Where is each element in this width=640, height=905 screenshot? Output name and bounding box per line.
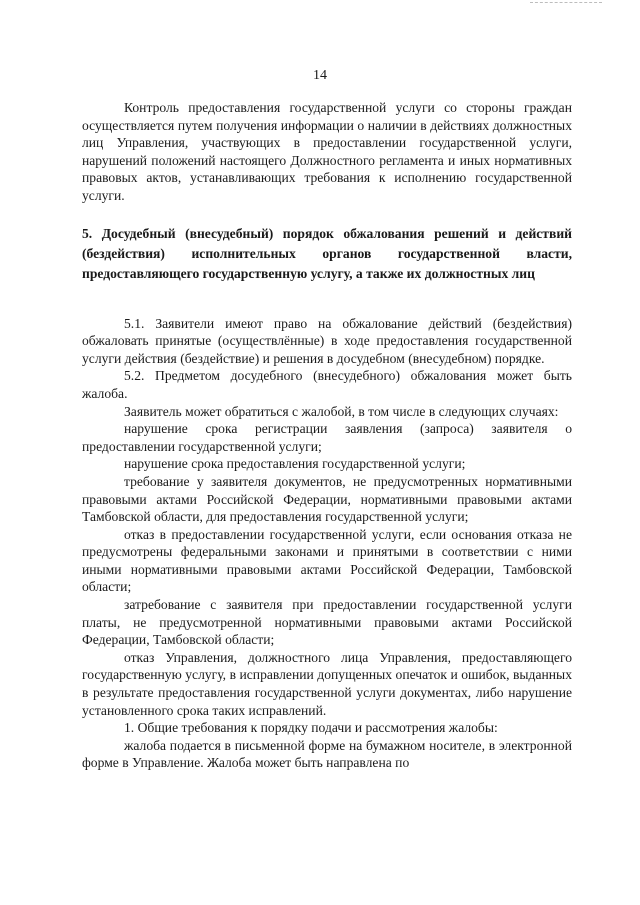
section-heading: 5. Досудебный (внесудебный) порядок обжалования решений и действий (бездействия) исполнительных органов государственной власти, предоставляющего государственную услугу, а также их должностных лиц xyxy=(82,225,572,281)
paragraph-cases-intro: Заявитель может обратиться с жалобой, в том числе в следующих случаях: xyxy=(124,403,559,419)
paragraph-5-2: 5.2. Предметом досудебного (внесудебного) обжалования может быть жалоба. xyxy=(82,368,572,401)
document-body xyxy=(82,99,572,772)
scan-artifact xyxy=(530,2,602,6)
case-item: нарушение срока предоставления государственной услуги; xyxy=(124,456,466,472)
page-number: 14 xyxy=(313,68,327,83)
case-item: затребование с заявителя при предоставлении государственной услуги платы, не предусмотренной нормативными правовыми актами Российской Федерации, Тамбовской области; xyxy=(82,597,572,648)
case-item: отказ Управления, должностного лица Управления, предоставляющего государственную услугу, в исправлении допущенных опечаток и ошибок, выданных в результате предоставления государственной услуги документах, либо нарушение установленного срока таких исправлений. xyxy=(82,649,572,718)
case-item: требование у заявителя документов, не предусмотренных нормативными правовыми актами Российской Федерации, нормативными правовыми актами Тамбовской области, для предоставления государственной услуги; xyxy=(82,473,572,525)
case-item: нарушение срока регистрации заявления (запроса) заявителя о предоставлении государственной услуги; xyxy=(82,421,572,454)
case-item: отказ в предоставлении государственной услуги, если основания отказа не предусмотрены федеральными законами и принятыми в соответствии с ними иными нормативными правовыми актами Российской Федерации, Тамбовской области; xyxy=(82,526,572,595)
paragraph-5-1: 5.1. Заявители имеют право на обжалование действий (бездействия) обжаловать принятые (осуществлённые) в ходе предоставления государственной услуги действия (бездействие) и решения в досудебном (внесудебном) порядке. xyxy=(82,315,572,366)
numbered-item-1: 1. Общие требования к порядку подачи и рассмотрения жалобы: xyxy=(124,720,498,736)
paragraph-control: Контроль предоставления государственной услуги со стороны граждан осуществляется путем получения информации о наличии в действиях должностных лиц Управления, участвующих в предоставлении государственной услуги, нарушений положений настоящего Должностного регламента и иных нормативных правовых актов, устанавливающих требования к исполнению государственной услуги. xyxy=(82,100,572,203)
paragraph-complaint: жалоба подается в письменной форме на бумажном носителе, в электронной форме в Управление. Жалоба может быть направлена по xyxy=(82,737,572,771)
